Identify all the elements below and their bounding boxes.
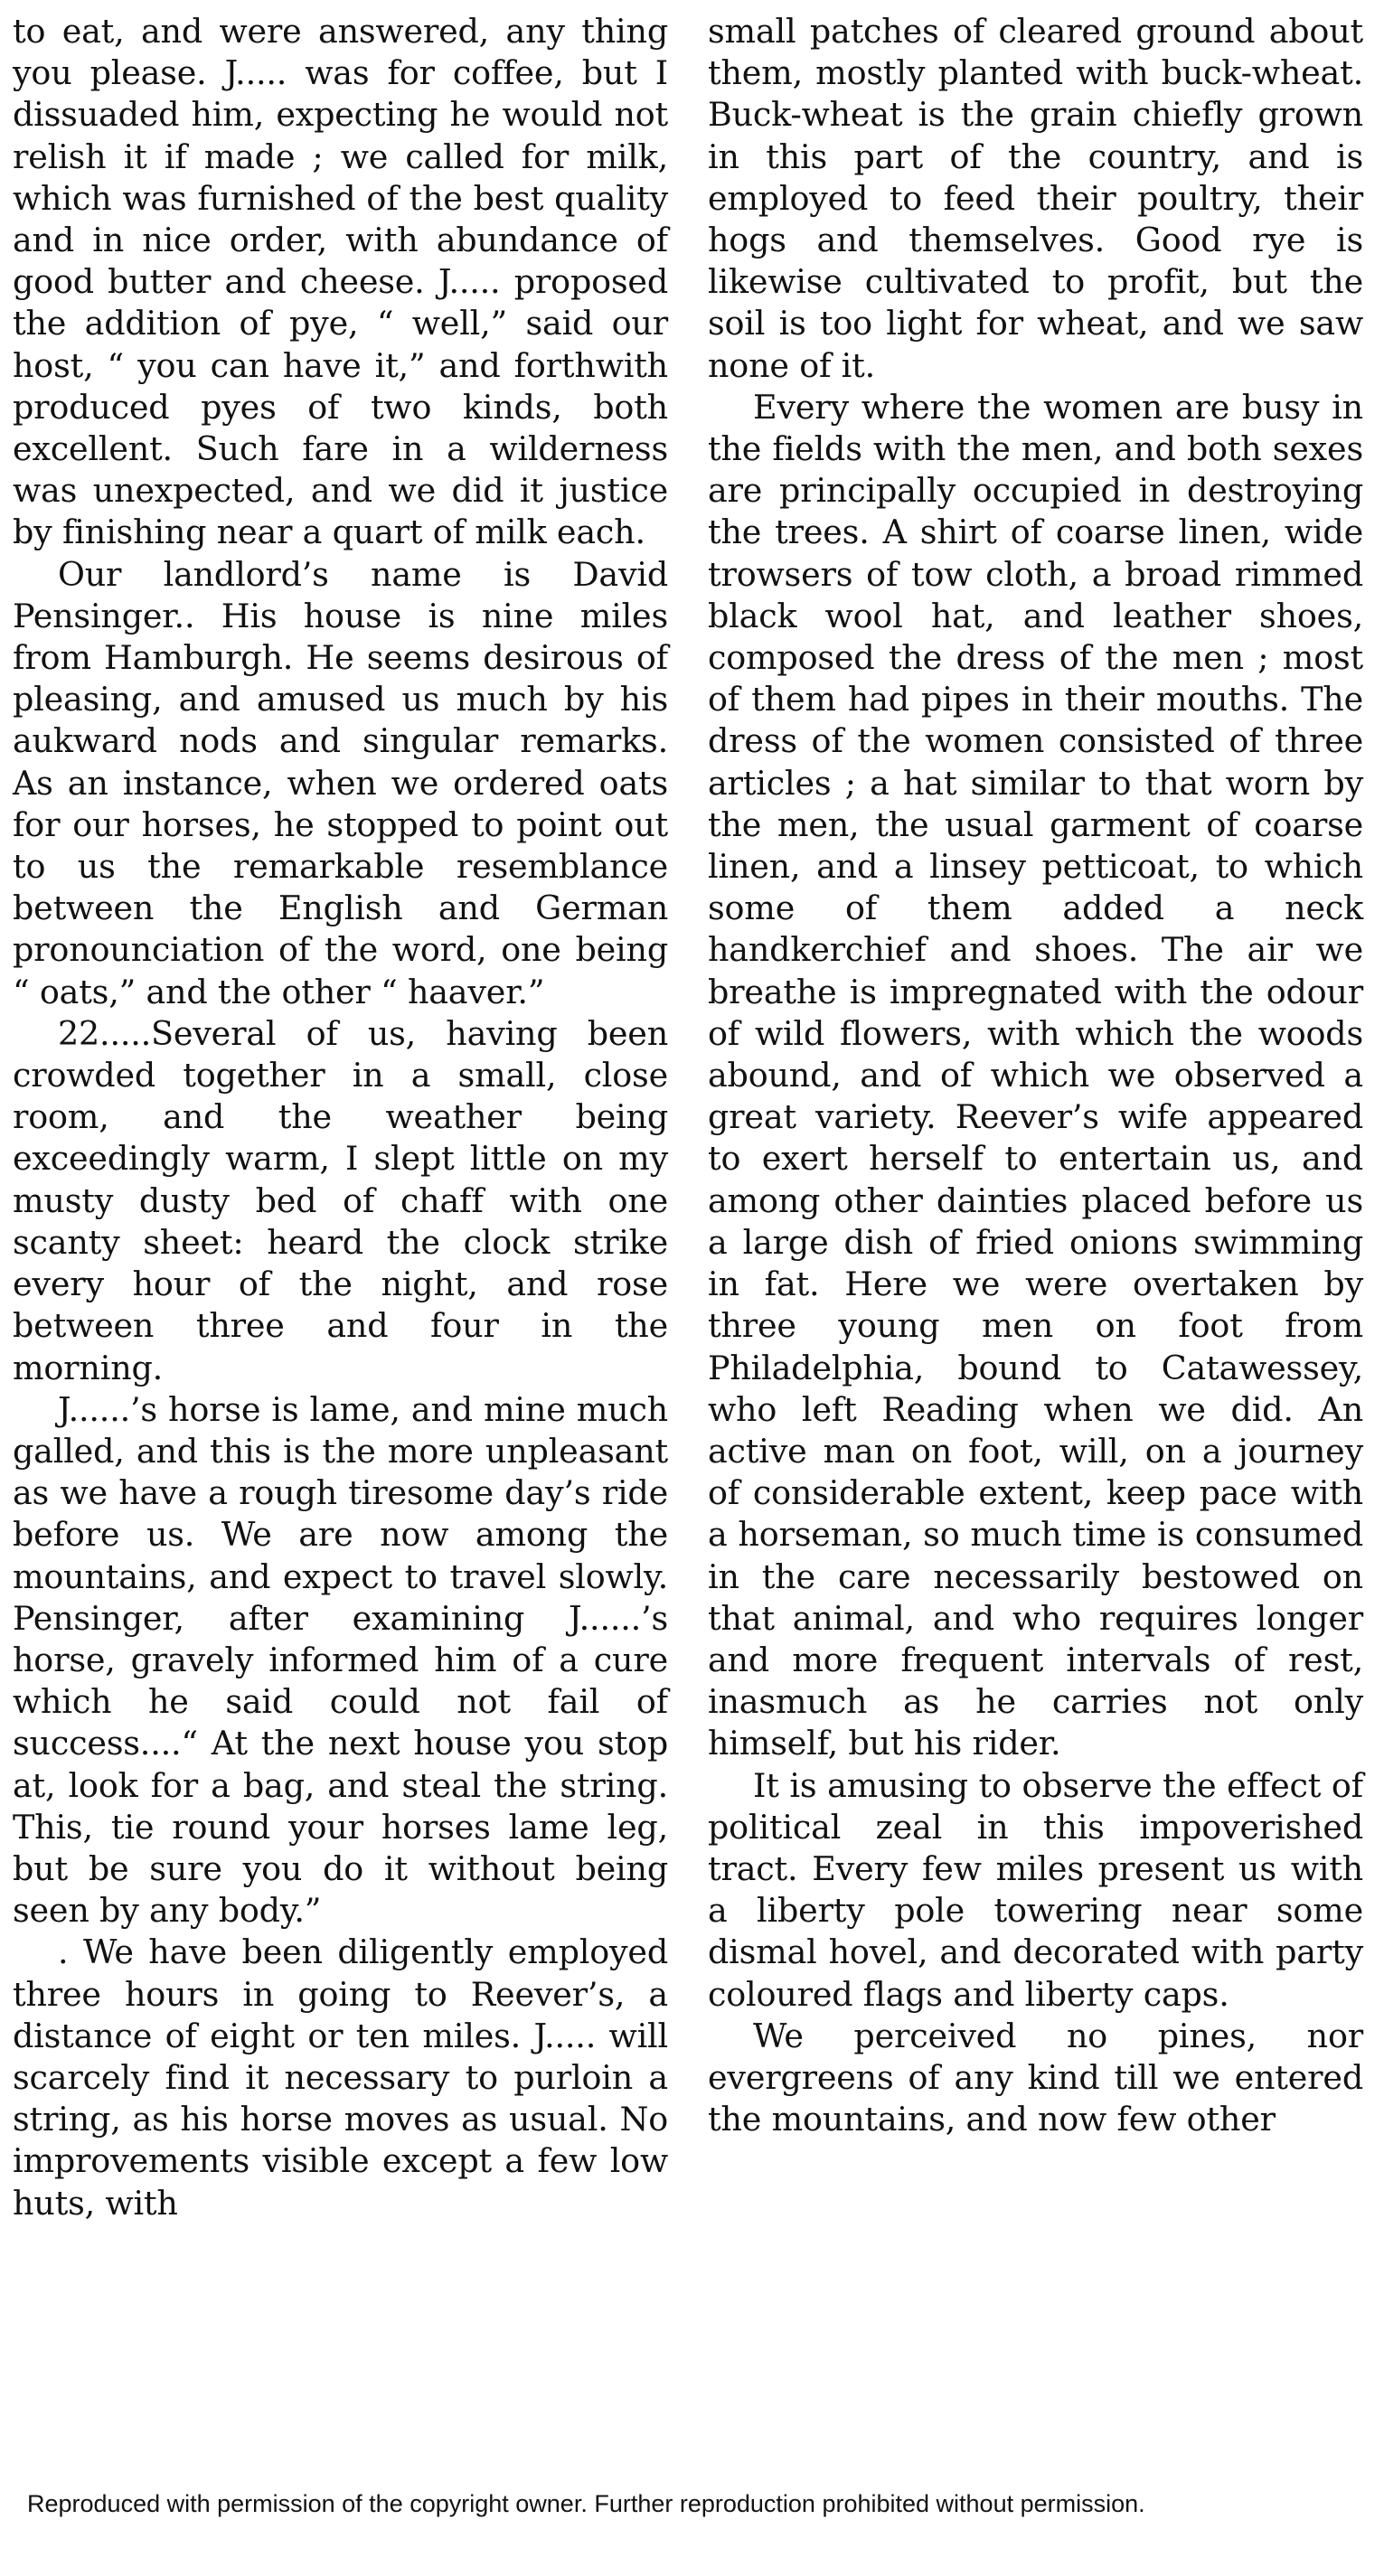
paragraph: to eat, and were answered, any thing you please. J..... was for coffee, but I dissuaded him, expecting he would not relish it if made ; we called for milk, which was furnished of the best quality and in nice order, with abundance of good butter and cheese. J..... proposed the addition of pye, “ well,” said our host, “ you can have it,” and forthwith produced pyes of two kinds, both excellent. Such fare in a wilderness was unexpected, and we did it justice by finishing near a quart of milk each.: [13, 12, 668, 552]
paragraph: Every where the women are busy in the fields with the men, and both sexes are principally occupied in destroying the trees. A shirt of coarse linen, wide trowsers of tow cloth, a broad rimmed black wool hat, and leather shoes, composed the dress of the men ; most of them had pipes in their mouths. The dress of the women consisted of three articles ; a hat similar to that worn by the men, the usual garment of coarse linen, and a linsey petticoat, to which some of them added a neck handkerchief and shoes. The air we breathe is impregnated with the odour of wild flowers, with which the woods abound, and of which we observed a great variety. Reever’s wife appeared to exert herself to entertain us, and among other dainties placed before us a large dish of fried onions swimming in fat. Here we were overtaken by three young men on foot from Philadelphia, bound to Catawessey, who left Reading when we did. An active man on foot, will, on a journey of considerable extent, keep pace with a horseman, so much time is consumed in the care necessarily bestowed on that animal, and who requires longer and more frequent intervals of rest, inasmuch as he carries not only himself, but his rider.: [708, 387, 1363, 1763]
paragraph: 22.....Several of us, having been crowded together in a small, close room, and the weather being exceedingly warm, I slept little on my musty dusty bed of chaff with one scanty sheet: heard the clock strike every hour of the night, and rose between three and four in the morning.: [13, 1013, 668, 1387]
paragraph: J......’s horse is lame, and mine much galled, and this is the more unpleasant as we have a rough tiresome day’s ride before us. We are now among the mountains, and expect to travel slowly. Pensinger, after examining J......’s horse, gravely informed him of a cure which he said could not fail of success....“ At the next house you stop at, look for a bag, and steal the string. This, tie round your horses lame leg, but be sure you do it without being seen by any body.”: [13, 1389, 668, 1931]
paragraph: It is amusing to observe the effect of political zeal in this impoverished tract. Every few miles present us with a liberty pole towering near some dismal hovel, and decorated with party coloured flags and liberty caps.: [708, 1765, 1363, 2014]
right-column: [708, 11, 1363, 2140]
paragraph: Our landlord’s name is David Pensinger.. His house is nine miles from Hamburgh. He seems desirous of pleasing, and amused us much by his aukward nods and singular remarks. As an instance, when we ordered oats for our horses, he stopped to point out to us the remarkable resemblance between the English and German pronounciation of the word, one being “ oats,” and the other “ haaver.”: [13, 554, 668, 1011]
paragraph: small patches of cleared ground about them, mostly planted with buck-wheat. Buck-wheat is the grain chiefly grown in this part of the country, and is employed to feed their poultry, their hogs and themselves. Good rye is likewise cultivated to profit, but the soil is too light for wheat, and we saw none of it.: [708, 12, 1363, 385]
paragraph: We perceived no pines, nor evergreens of any kind till we entered the mountains, and now few other: [708, 2016, 1363, 2139]
left-column: [13, 11, 668, 2224]
copyright-notice: Reproduced with permission of the copyright owner. Further reproduction prohibited without permission.: [27, 2490, 1145, 2517]
paragraph: . We have been diligently employed three hours in going to Reever’s, a distance of eight or ten miles. J..... will scarcely find it necessary to purloin a string, as his horse moves as usual. No improvements visible except a few low huts, with: [13, 1932, 668, 2223]
